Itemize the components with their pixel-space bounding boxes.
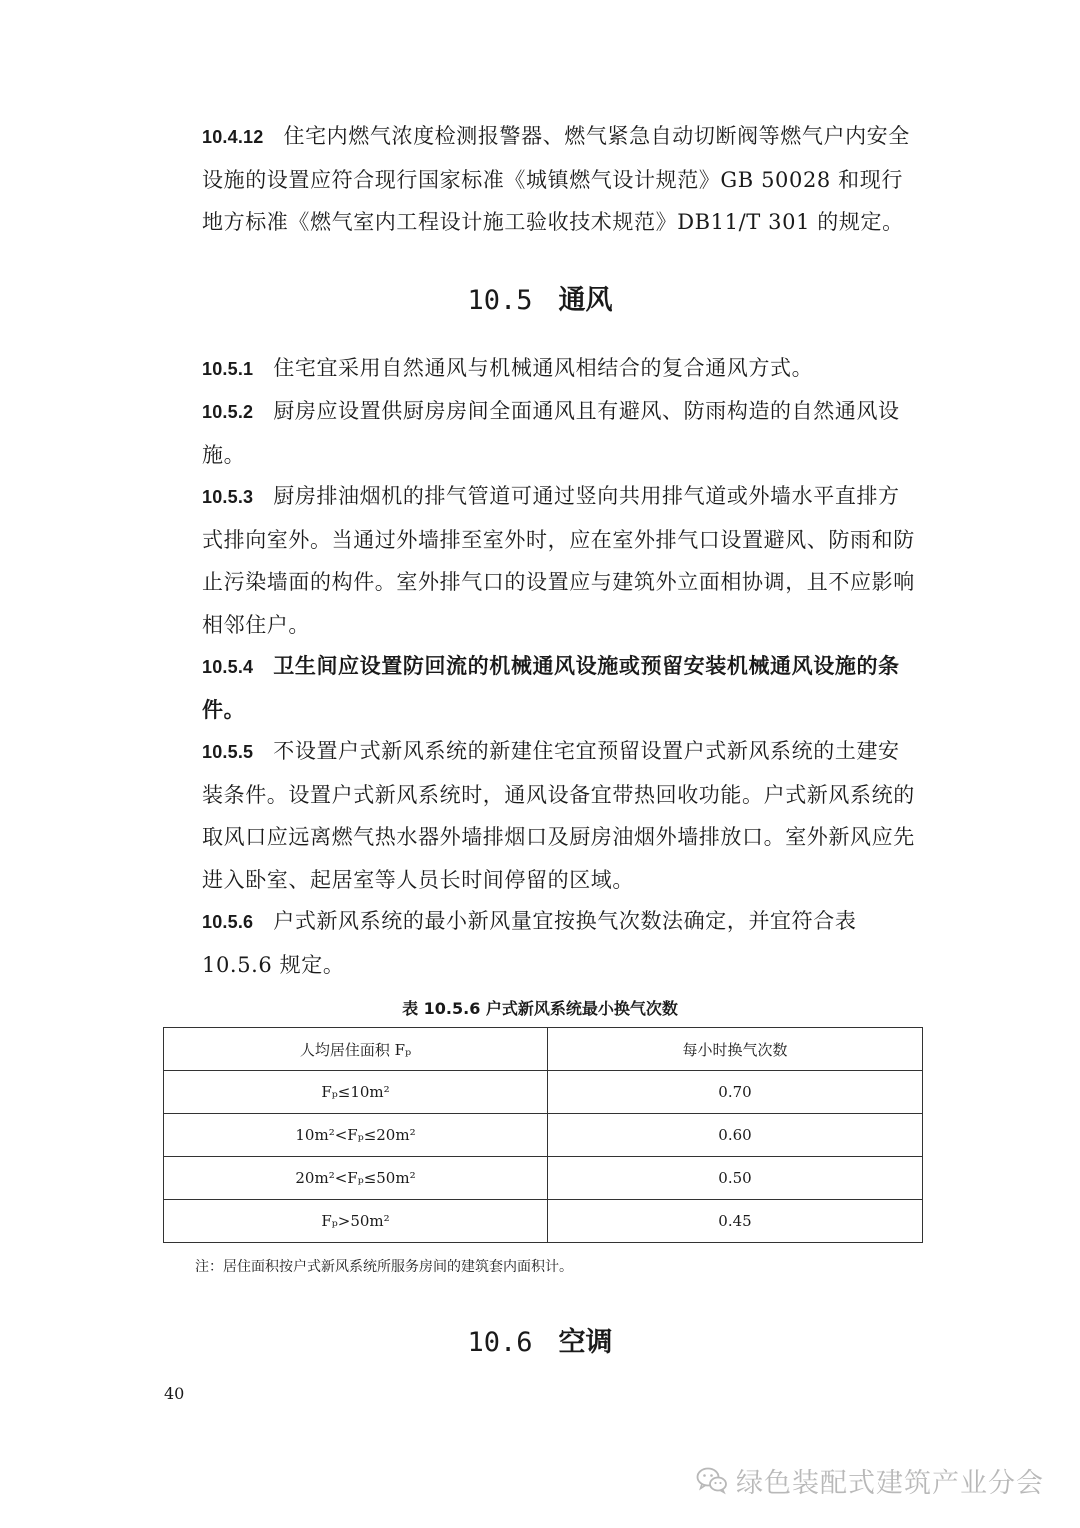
- clause-10-5-5: [202, 730, 920, 901]
- clause-text: 户式新风系统的最小新风量宜按换气次数法确定，并宜符合表: [273, 909, 857, 933]
- watermark-text: 绿色装配式建筑产业分会: [736, 1467, 1044, 1499]
- table-header-row: [164, 1028, 923, 1071]
- clause-number: 10.4.12: [202, 127, 264, 147]
- table-row: [164, 1114, 923, 1157]
- column-header-rate: 每小时换气次数: [548, 1028, 923, 1071]
- clause-10-4-12: [202, 115, 920, 244]
- column-header-area: 人均居住面积 Fₚ: [164, 1028, 548, 1071]
- cell-rate: 0.60: [548, 1114, 923, 1157]
- table-caption: 表 10.5.6 户式新风系统最小换气次数: [402, 999, 678, 1018]
- clause-text: 卫生间应设置防回流的机械通风设施或预留安装机械通风设施的条件。: [202, 654, 900, 722]
- clause-number: 10.5.3: [202, 487, 254, 507]
- cell-rate: 0.45: [548, 1200, 923, 1243]
- clause-10-5-3: [202, 475, 920, 646]
- table-row: [164, 1157, 923, 1200]
- ventilation-rate-table: [163, 1027, 923, 1243]
- clause-number: 10.5.4: [202, 657, 254, 677]
- clause-text-continued: 10.5.6 规定。: [202, 952, 345, 977]
- table-row: [164, 1071, 923, 1114]
- clause-10-5-6: [202, 900, 920, 986]
- clause-text: 厨房排油烟机的排气管道可通过竖向共用排气道或外墙水平直排方式排向室外。当通过外墙排至室外时，应在室外排气口设置避风、防雨和防止污染墙面的构件。室外排气口的设置应与建筑外立面相协调，且不应影响相邻住户。: [202, 484, 915, 637]
- section-title-10-6: [0, 1320, 1080, 1359]
- clause-number: 10.5.2: [202, 402, 254, 422]
- cell-area: Fₚ>50m²: [164, 1200, 548, 1243]
- clause-text: 厨房应设置供厨房房间全面通风且有避风、防雨构造的自然通风设施。: [202, 399, 900, 467]
- clause-text: 住宅宜采用自然通风与机械通风相结合的复合通风方式。: [273, 356, 814, 380]
- wechat-icon: [696, 1465, 728, 1495]
- clause-number: 10.5.6: [202, 912, 254, 932]
- cell-area: 20m²<Fₚ≤50m²: [164, 1157, 548, 1200]
- clause-text: 不设置户式新风系统的新建住宅宜预留设置户式新风系统的土建安装条件。设置户式新风系统时，通风设备宜带热回收功能。户式新风系统的取风口应远离燃气热水器外墙排烟口及厨房油烟外墙排放口。室外新风应先进入卧室、起居室等人员长时间停留的区域。: [202, 739, 915, 892]
- cell-rate: 0.70: [548, 1071, 923, 1114]
- table-row: [164, 1200, 923, 1243]
- table-note: 注：居住面积按户式新风系统所服务房间的建筑套内面积计。: [195, 1259, 573, 1275]
- cell-rate: 0.50: [548, 1157, 923, 1200]
- section-name: 空调: [558, 1327, 613, 1358]
- section-number: 10.5: [467, 285, 533, 316]
- cell-area: 10m²<Fₚ≤20m²: [164, 1114, 548, 1157]
- clause-10-5-1: [202, 347, 920, 391]
- clause-10-5-2: [202, 390, 920, 476]
- page-number: 40: [164, 1384, 185, 1403]
- watermark: [696, 1460, 1044, 1500]
- section-number: 10.6: [467, 1327, 533, 1358]
- cell-area: Fₚ≤10m²: [164, 1071, 548, 1114]
- clause-number: 10.5.1: [202, 359, 254, 379]
- section-title-10-5: [0, 278, 1080, 317]
- clause-text: 住宅内燃气浓度检测报警器、燃气紧急自动切断阀等燃气户内安全设施的设置应符合现行国家标准《城镇燃气设计规范》GB 50028 和现行地方标准《燃气室内工程设计施工验收技术规范》DB11/T 301 的规定。: [202, 124, 910, 234]
- clause-number: 10.5.5: [202, 742, 254, 762]
- clause-10-5-4: [202, 645, 920, 731]
- section-name: 通风: [558, 285, 613, 316]
